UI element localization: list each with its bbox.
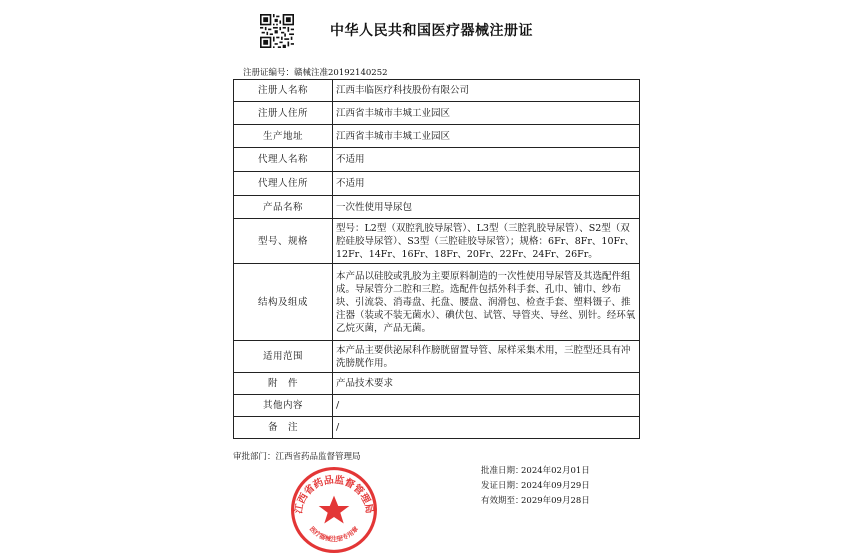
official-seal-stamp bbox=[289, 465, 379, 555]
approval-department-value: 江西省药品监督管理局 bbox=[275, 452, 361, 462]
row-value: / bbox=[333, 395, 640, 417]
table-row bbox=[234, 341, 640, 373]
approval-department-label: 审批部门： bbox=[233, 452, 276, 462]
issue-date-row bbox=[481, 479, 590, 494]
row-label: 其他内容 bbox=[234, 395, 333, 417]
valid-date-value: 2029年09月28日 bbox=[521, 496, 590, 506]
certificate-table bbox=[233, 79, 640, 439]
registration-number-label: 注册证编号： bbox=[243, 68, 295, 78]
row-value: 不适用 bbox=[333, 172, 640, 196]
row-value: / bbox=[333, 417, 640, 439]
row-label: 备 注 bbox=[234, 417, 333, 439]
table-row bbox=[234, 80, 640, 102]
table-row bbox=[234, 125, 640, 148]
table-row bbox=[234, 417, 640, 439]
svg-text:医疗器械注册专用章 bbox=[308, 524, 361, 544]
table-row bbox=[234, 148, 640, 172]
row-label: 代理人名称 bbox=[234, 148, 333, 172]
row-value: 江西省丰城市丰城工业园区 bbox=[333, 102, 640, 125]
table-row bbox=[234, 395, 640, 417]
valid-date-label: 有效期至： bbox=[481, 496, 524, 506]
row-label: 注册人住所 bbox=[234, 102, 333, 125]
approval-department bbox=[233, 450, 361, 462]
stamp-text-bottom: 医疗器械注册专用章 bbox=[307, 525, 361, 544]
row-label: 结构及组成 bbox=[234, 264, 333, 341]
approve-date-row bbox=[481, 464, 590, 479]
registration-number bbox=[243, 66, 388, 78]
issue-date-value: 2024年09月29日 bbox=[521, 481, 590, 491]
table-row bbox=[234, 373, 640, 395]
row-value: 型号：L2型（双腔乳胶导尿管）、L3型（三腔乳胶导尿管）、S2型（双腔硅胶导尿管）、S3型（三腔硅胶导尿管）；规格：6Fr、8Fr、10Fr、12Fr、14Fr、16Fr、18Fr、20Fr、22Fr、24Fr、26Fr。 bbox=[333, 219, 640, 264]
date-block bbox=[481, 464, 590, 509]
table-row bbox=[234, 264, 640, 341]
issue-date-label: 发证日期： bbox=[481, 481, 524, 491]
row-label: 适用范围 bbox=[234, 341, 333, 373]
row-value: 本产品主要供泌尿科作膀胱留置导管、尿样采集术用，三腔型还具有冲洗膀胱作用。 bbox=[333, 341, 640, 373]
row-label: 注册人名称 bbox=[234, 80, 333, 102]
table-row bbox=[234, 219, 640, 264]
registration-number-value: 赣械注准20192140252 bbox=[294, 68, 388, 78]
page-title: 中华人民共和国医疗器械注册证 bbox=[330, 23, 533, 39]
row-label: 代理人住所 bbox=[234, 172, 333, 196]
qr-code-icon bbox=[260, 14, 294, 48]
stamp-text-top: 江西省药品监督管理局 bbox=[293, 474, 375, 515]
row-value: 不适用 bbox=[333, 148, 640, 172]
table-row bbox=[234, 172, 640, 196]
row-value: 一次性使用导尿包 bbox=[333, 196, 640, 219]
valid-date-row bbox=[481, 494, 590, 509]
row-value: 产品技术要求 bbox=[333, 373, 640, 395]
row-label: 产品名称 bbox=[234, 196, 333, 219]
table-row bbox=[234, 102, 640, 125]
table-row bbox=[234, 196, 640, 219]
star-icon bbox=[319, 496, 350, 524]
approve-date-value: 2024年02月01日 bbox=[521, 466, 590, 476]
row-label: 生产地址 bbox=[234, 125, 333, 148]
row-label: 型号、规格 bbox=[234, 219, 333, 264]
row-value: 江西省丰城市丰城工业园区 bbox=[333, 125, 640, 148]
row-value: 本产品以硅胶或乳胶为主要原料制造的一次性使用导尿管及其选配件组成。导尿管分二腔和三腔。选配件包括外科手套、孔巾、铺巾、纱布块、引流袋、消毒盘、托盘、腰盘、润滑包、检查手套、塑料镊子、推注器（装或不装无菌水）、碘伏包、试管、导管夹、导丝、别针。经环氧乙烷灭菌，产品无菌。 bbox=[333, 264, 640, 341]
approve-date-label: 批准日期： bbox=[481, 466, 524, 476]
row-value: 江西丰临医疗科技股份有限公司 bbox=[333, 80, 640, 102]
row-label: 附 件 bbox=[234, 373, 333, 395]
